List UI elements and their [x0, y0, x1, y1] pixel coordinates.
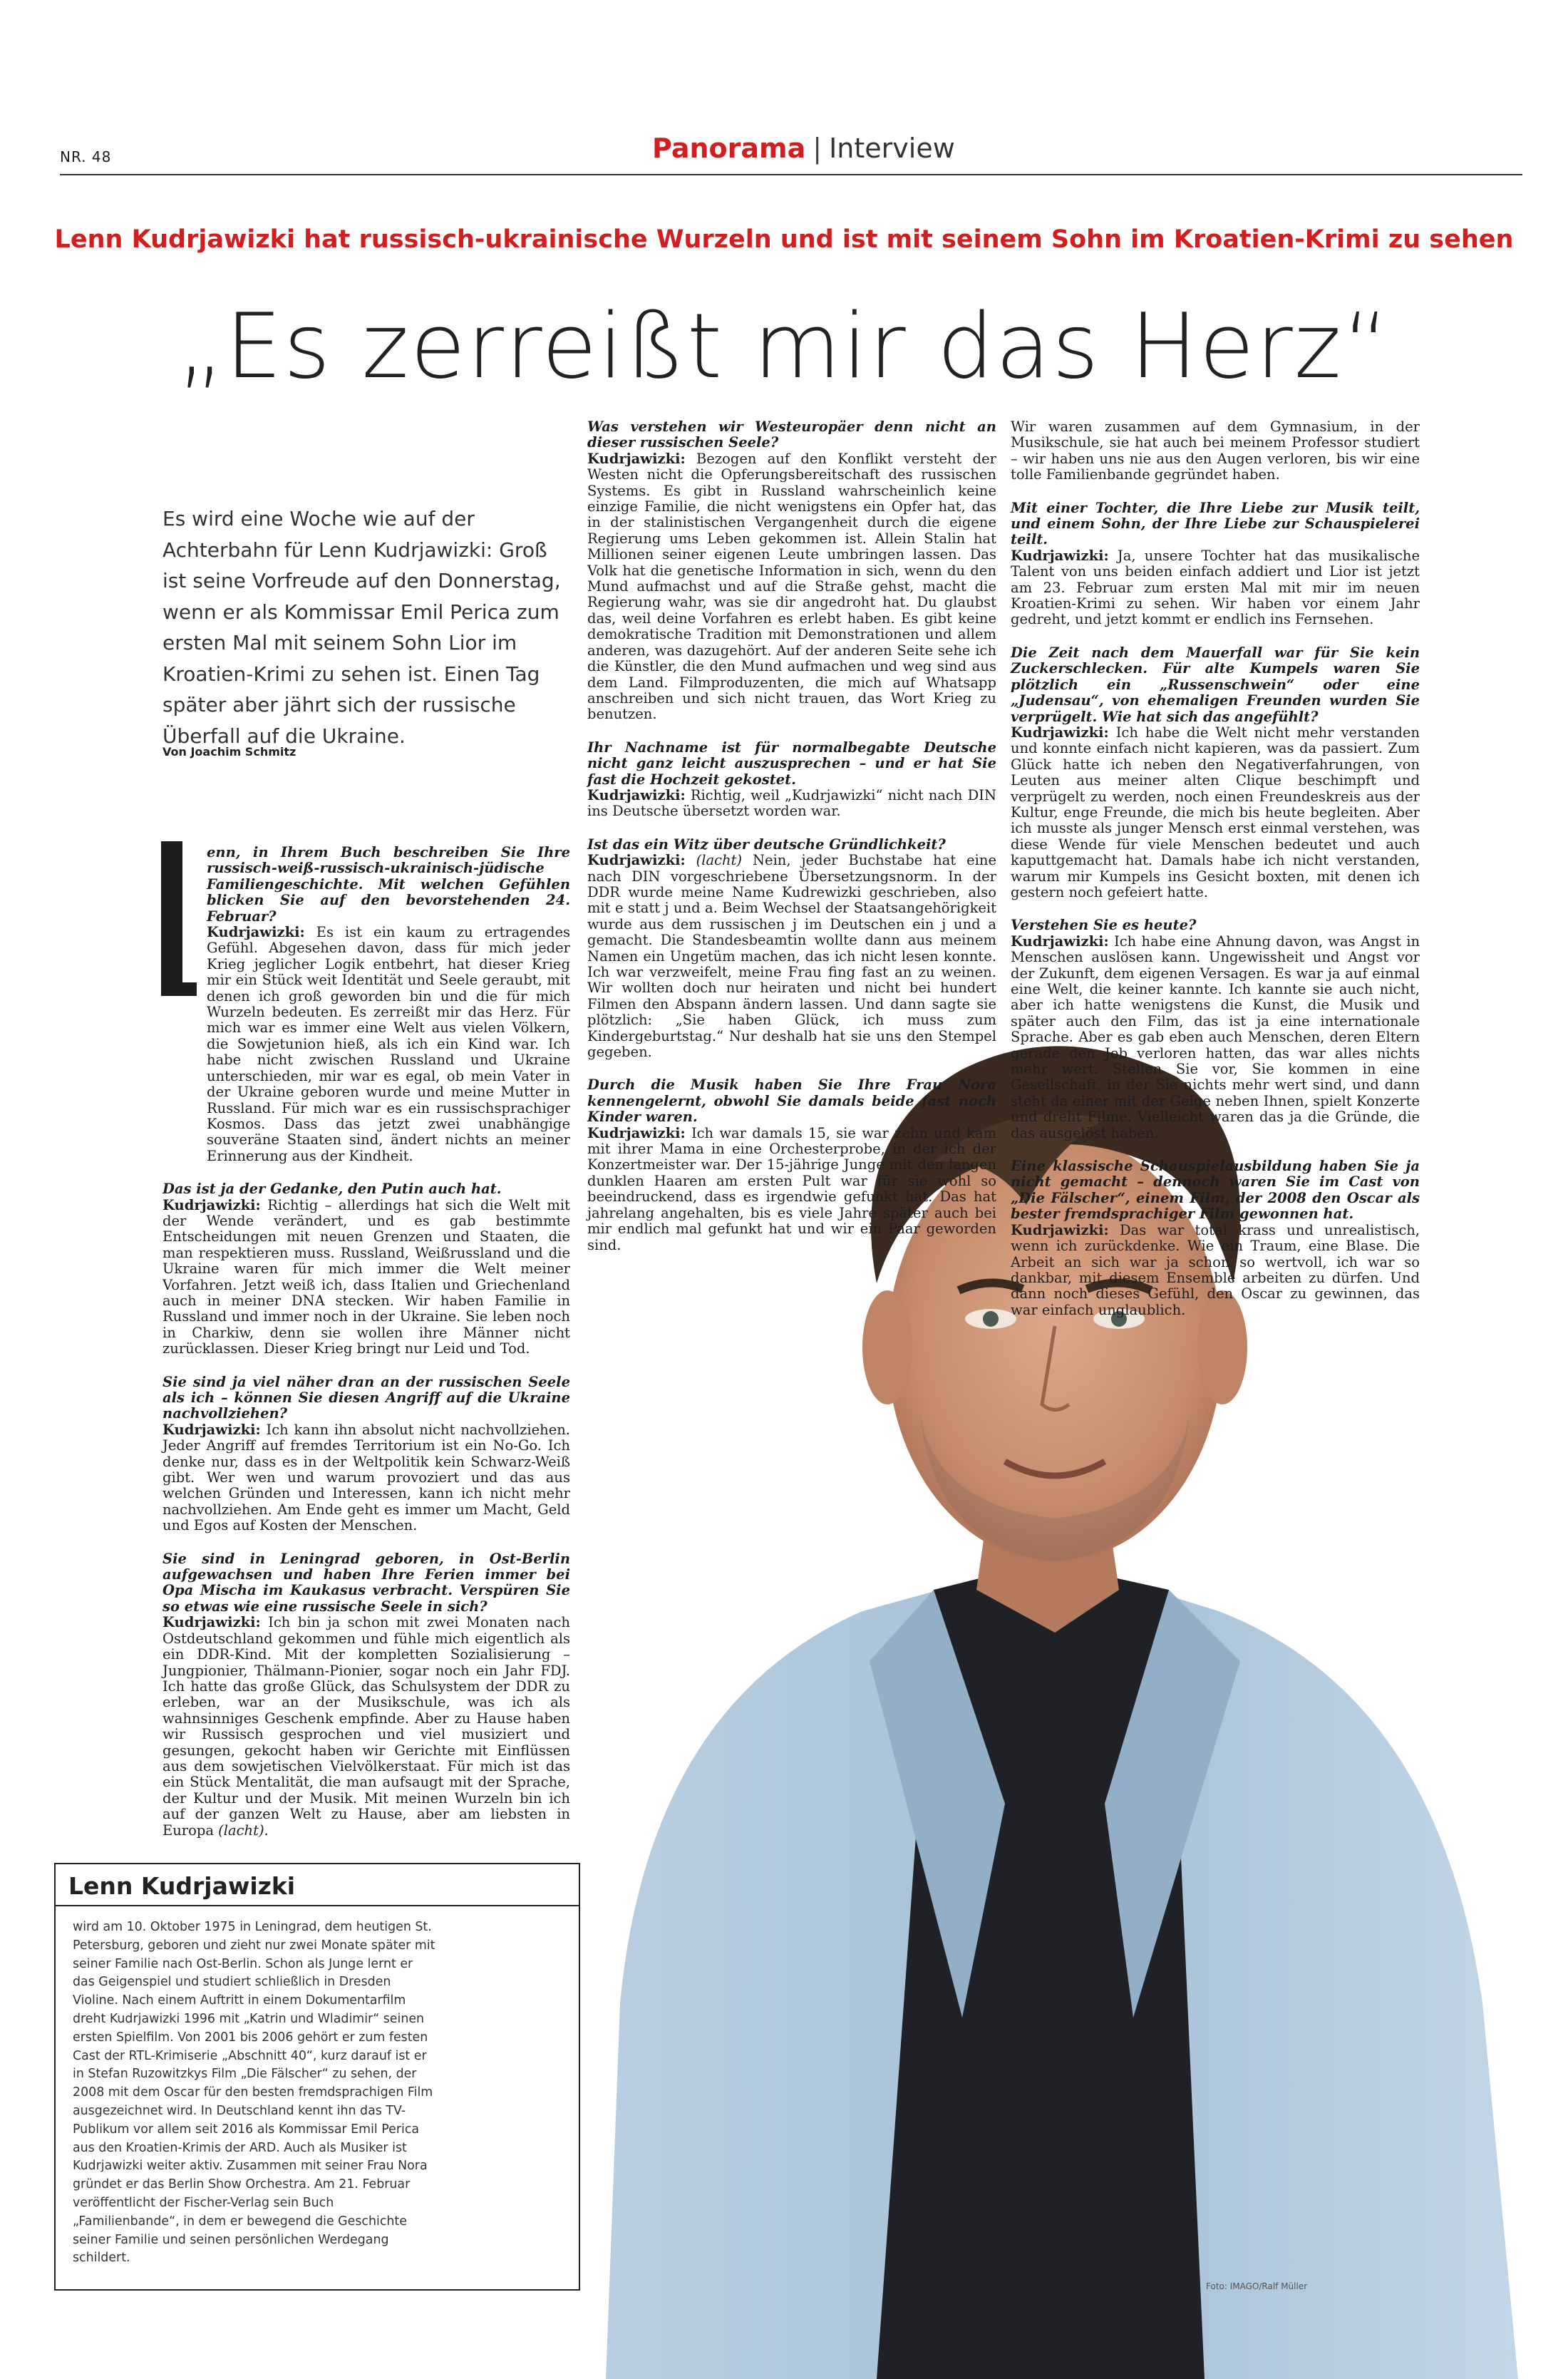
article-column-1 [163, 845, 570, 1839]
question: Eine klassische Schauspielausbildung haben Sie ja nicht gemacht – dennoch waren Sie im Cast von „Die Fälscher“, einem Film, der 2008 den Oscar als bester fremdsprachiger Film gewonnen hat. [1011, 1158, 1420, 1223]
answer-text: Ich kann ihn absolut nicht nachvollziehen. Jeder Angriff auf fremdes Territorium ist ein No-Go. Ich denke nur, dass es in der Weltpolitik kein Schwarz-Weiß gibt. Wer wen und warum provoziert und das aus welchen Gründen und Interessen, kann ich nicht mehr nachvollziehen. Am Ende geht es immer um Macht, Geld und Egos auf Kosten der Menschen. [163, 1421, 570, 1534]
article-column-3 [1011, 419, 1420, 1318]
answer-text: Richtig – allerdings hat sich die Welt mit der Wende verändert, und es gab bestimmte Entscheidungen mit neuen Grenzen und Staaten, die man respektieren muss. Russland, Weißrussland und die Ukraine waren für mich immer die Welt meiner Vorfahren. Jetzt weiß ich, dass Italien und Griechenland auch in meiner DNA stecken. Wir haben Familie in Russland und immer noch in der Ukraine. Sie leben noch in Charkiw, denn sie wollen ihre Männer nicht zurücklassen. Dieser Krieg bringt nur Leid und Tod. [163, 1196, 570, 1357]
answer-text: Ich habe die Welt nicht mehr verstanden und konnte einfach nicht kapieren, was da passiert. Zum Glück hatte ich neben den Negativerfahrungen, von Leuten aus meiner alten Clique beschimpft und verprügelt zu werden, noch einen Freundeskreis aus der Kultur, enge Freunde, die mich bis heute begleiten. Aber ich musste als junger Mensch erst einmal verstehen, was diese Wende für viele Menschen bedeutet und auch kaputtgemacht hat. Damals habe ich nicht verstanden, warum mir Kumpels ins Gesicht boxten, mit denen ich gestern noch gefeiert hatte. [1011, 724, 1420, 900]
speaker-label: Kudrjawizki: [1011, 547, 1109, 564]
question: Das ist ja der Gedanke, den Putin auch hat. [163, 1181, 502, 1198]
question: Mit einer Tochter, die Ihre Liebe zur Musik teilt, und einem Sohn, der Ihre Liebe zur Schauspielerei teilt. [1011, 499, 1420, 548]
issue-number: NR. 48 [60, 148, 112, 165]
header-rule [60, 174, 1522, 175]
speaker-label: Kudrjawizki: [163, 1421, 261, 1438]
question: Was verstehen wir Westeuropäer denn nicht an dieser russischen Seele? [587, 418, 996, 451]
speaker-label: Kudrjawizki: [587, 852, 686, 869]
answer [207, 925, 570, 1164]
answer-end: (lacht). [213, 1821, 269, 1839]
section-header [652, 133, 955, 164]
answer [1011, 934, 1420, 1141]
answer: Wir waren zusammen auf dem Gymnasium, in der Musikschule, sie hat auch bei meinem Professor studiert – wir haben uns nie aus den Augen verloren, bis wir eine tolle Familienbande gegründet haben. [1011, 418, 1420, 483]
answer [163, 1198, 570, 1357]
answer-text: Es ist ein kaum zu ertragendes Gefühl. Abgesehen davon, dass für mich jeder Krieg jeglicher Logik entbehrt, hat dieser Krieg mir ein Stück weit Identität und Seele geraubt, mit denen ich groß geworden bin und die für mich Wurzeln bedeuten. Es zerreißt mir das Herz. Für mich war es immer eine Welt aus vielen Völkern, die Sowjetunion hieß, als ich ein Kind war. Ich habe nicht zwischen Russland und Ukraine unterschieden, mir war es egal, ob mein Vater in der Ukraine geboren wurde und meine Mutter in Russland. Für mich war es ein russischsprachiger Kosmos. Dass das jetzt zwei unabhängige souveräne Staaten sind, ändert nichts an meiner Erinnerung aus der Kindheit. [207, 924, 570, 1164]
answer-text: Ich war damals 15, sie war zehn und kam mit ihrer Mama in eine Orchesterprobe, in der ich der Konzertmeister war. Der 15-jährige Junge mit den langen dunklen Haaren am ersten Pult war für sie wohl so beeindruckend, dass es irgendwie gefunkt hat. Das hat jahrelang angehalten, bis es viele Jahre später auch bei mir endlich mal gefunkt hat und wir ein Paar geworden sind. [587, 1124, 997, 1253]
answer [1011, 548, 1420, 628]
info-box-rule [54, 1905, 580, 1906]
answer-text: Nein, jeder Buchstabe hat eine nach DIN vorgeschriebene Übersetzungsnorm. In der DDR wurde meine Name Kudrewizki geschrieben, also mit e statt j und a. Beim Wechsel der Staatsangehörigkeit wurde aus dem russischen j im Deutschen ein j und a gemacht. Die Standesbeamtin wollte dann aus meinem Namen ein Ungetüm machen, das ich nicht lesen konnte. Ich war verzweifelt, meine Frau fing fast an zu weinen. Wir wollten doch nur heiraten und nicht bei hundert Filmen den Abspann ändern lassen. Und dann sagte sie plötzlich: „Sie haben Glück, ich muss zum Kindergeburtstag.“ Nur deshalb hat sie uns den Stempel gegeben. [587, 852, 996, 1061]
question: Die Zeit nach dem Mauerfall war für Sie kein Zuckerschlecken. Für alte Kumpels waren Sie plötzlich ein „Russenschwein“ oder eine „Judensau“, von ehemaligen Freunden wurden Sie verprügelt. Wie hat sich das angefühlt? [1011, 644, 1420, 725]
answer [163, 1615, 570, 1839]
section-separator: | [813, 133, 822, 164]
answer-text: Ich habe eine Ahnung davon, was Angst in Menschen auslösen kann. Ungewissheit und Angst vor der Zukunft, dem eigenen Versagen. Es war ja auf einmal eine Welt, die keiner kannte. Ich kannte sie auch nicht, aber ich hatte wenigstens die Kunst, die Musik und später auch den Film, das ist ja eine internationale Sprache. Aber es gab eben auch Menschen, deren Eltern gerade den Job verloren hatten, das war alles nichts mehr wert. Stellen Sie vor, Sie kommen in eine Gesellschaft, in der Sie nichts mehr wert sind, und dann steht da einer mit der Geige neben Ihnen, spielt Konzerte und dreht Filme. Vielleicht waren das ja die Gründe, die das ausgelöst haben. [1011, 932, 1420, 1141]
answer [1011, 725, 1420, 900]
answer-text: Richtig, weil „Kudrjawizki“ nicht nach DIN ins Deutsche übersetzt worden war. [587, 786, 997, 820]
answer [587, 451, 996, 723]
answer-aside: (lacht) [696, 852, 743, 869]
question: Ihr Nachname ist für normalbegabte Deutsche nicht ganz leicht auszusprechen – und er hat Sie fast die Hochzeit gekostet. [587, 739, 996, 788]
answer [163, 1422, 570, 1534]
answer [587, 853, 996, 1060]
question: Sie sind in Leningrad geboren, in Ost-Berlin aufgewachsen und haben Ihre Ferien immer bei Opa Mischa im Kaukasus verbracht. Verspüren Sie so etwas wie eine russische Seele in sich? [163, 1550, 570, 1615]
speaker-label: Kudrjawizki: [587, 786, 686, 803]
answer-text: Ja, unsere Tochter hat das musikalische Talent von uns beiden einfach addiert und Lior ist jetzt am 23. Februar zum ersten Mal mit mir im neuen Kroatien-Krimi zu sehen. Wir haben vor einem Jahr gedreht, und jetzt kommt er endlich ins Fernsehen. [1011, 547, 1420, 628]
teaser: Es wird eine Woche wie auf der Achterbahn für Lenn Kudrjawizki: Groß ist seine Vorfreude auf den Donnerstag, wenn er als Kommissar Emil Perica zum ersten Mal mit seinem Sohn Lior im Kroatien-Krimi zu sehen ist. Einen Tag später aber jährt sich der russische Überfall auf die Ukraine. [163, 507, 561, 748]
speaker-label: Kudrjawizki: [163, 1614, 261, 1631]
answer [587, 1126, 996, 1253]
question: enn, in Ihrem Buch beschreiben Sie Ihre russisch-weiß-russisch-ukrainisch-jüdische Familiengeschichte. Mit welchen Gefühlen blicken Sie auf den bevorstehenden 24. Februar? [207, 844, 570, 925]
answer [587, 788, 996, 820]
speaker-label: Kudrjawizki: [163, 1196, 261, 1213]
question: Ist das ein Witz über deutsche Gründlichkeit? [587, 836, 946, 853]
headline: „Es zerreißt mir das Herz“ [177, 294, 1391, 399]
speaker-label: Kudrjawizki: [587, 450, 686, 467]
question: Verstehen Sie es heute? [1011, 917, 1197, 934]
speaker-label: Kudrjawizki: [1011, 724, 1109, 741]
photo-credit: Foto: IMAGO/Ralf Müller [1206, 2281, 1308, 2291]
article-column-2 [587, 419, 996, 1253]
question: Sie sind ja viel näher dran an der russischen Seele als ich – können Sie diesen Angriff auf die Ukraine nachvollziehen? [163, 1373, 570, 1422]
section-subtitle: Interview [829, 133, 955, 164]
byline: Von Joachim Schmitz [163, 745, 296, 759]
info-box-text: wird am 10. Oktober 1975 in Leningrad, dem heutigen St. Petersburg, geboren und zieht nur zwei Monate später mit seiner Familie nach Ost-Berlin. Schon als Junge lernt er das Geigenspiel und studiert schließlich in Dresden Violine. Nach einem Auftritt in einem Dokumentarfilm dreht Kudrjawizki 1996 mit „Katrin und Wladimir“ seinen ersten Spielfilm. Von 2001 bis 2006 gehört er zum festen Cast der RTL-Krimiserie „Abschnitt 40“, kurz darauf ist er in Stefan Ruzowitzkys Film „Die Fälscher“ zu sehen, der 2008 mit dem Oscar für den besten fremdsprachigen Film ausgezeichnet wird. In Deutschland kennt ihn das TV-Publikum vor allem seit 2016 als Kommissar Emil Perica aus den Kroatien-Krimis der ARD. Auch als Musiker ist Kudrjawizki weiter aktiv. Zusammen mit seiner Frau Nora gründet er das Berlin Show Orchestra. Am 21. Februar veröffentlicht der Fischer-Verlag sein Buch „Familienbande“, in dem er bewegend die Geschichte seiner Familie und seinen persönlichen Werdegang schildert. [73, 1920, 435, 2266]
kicker: Lenn Kudrjawizki hat russisch-ukrainische Wurzeln und ist mit seinem Sohn im Kroatien-Krimi zu sehen [54, 225, 1514, 254]
speaker-label: Kudrjawizki: [207, 924, 305, 941]
answer [1011, 1223, 1420, 1318]
answer-text: Ich bin ja schon mit zwei Monaten nach Ostdeutschland gekommen und fühle mich eigentlich als ein DDR-Kind. Mit der kompletten Sozialisierung – Jungpionier, Thälmann-Pionier, sogar noch ein Jahr FDJ. Ich hatte das große Glück, das Schulsystem der DDR zu erleben, war an der Musikschule, was ich als wahnsinniges Geschenk empfinde. Aber zu Hause haben wir Russisch gesprochen und viel musiziert und gesungen, gekocht haben wir Gerichte mit Einflüssen aus dem sowjetischen Vielvölkerstaat. Für mich ist das ein Stück Mentalität, die man aufsaugt mit der Sprache, der Kultur und der Musik. Mit meinen Wurzeln bin ich auf der ganzen Welt zu Hause, aber am liebsten in Europa [163, 1614, 570, 1839]
speaker-label: Kudrjawizki: [587, 1124, 686, 1141]
section-title: Panorama [652, 133, 806, 164]
speaker-label: Kudrjawizki: [1011, 932, 1109, 950]
answer-text: Das war total krass und unrealistisch, wenn ich zurückdenke. Wie ein Traum, eine Blase. Die Arbeit an sich war ja schon so wertvoll, ich war so dankbar, mit diesem Ensemble arbeiten zu dürfen. Und dann noch dieses Gefühl, den Oscar zu gewinnen, das war einfach unglaublich. [1011, 1221, 1420, 1318]
speaker-label: Kudrjawizki: [1011, 1221, 1109, 1238]
info-box-title: Lenn Kudrjawizki [68, 1872, 296, 1900]
answer-text: Bezogen auf den Konflikt versteht der Westen nicht die Opferungsbereitschaft des russischen Systems. Es gibt in Russland wahrscheinlich keine einzige Familie, die nicht wenigstens ein Opfer hat, das in der stalinistischen Vergangenheit durch die eigene Regierung ums Leben gekommen ist. Allein Stalin hat Millionen seiner eigenen Leute umbringen lassen. Das Volk hat die genetische Information in sich, wenn du den Mund aufmachst und auf die Straße gehst, macht die Regierung wahr, was sie dir angedroht hat. Du glaubst das, weil deine Vorfahren es erlebt haben. Es gibt keine demokratische Tradition mit Demonstrationen und allem anderen, was dazugehört. Auf der anderen Seite sehe ich die Künstler, die den Mund aufmachen und weg sind aus dem Land. Filmproduzenten, die mich auf Whatsapp anschreiben und sich nicht trauen, das Wort Krieg zu benutzen. [587, 450, 996, 723]
question: Durch die Musik haben Sie Ihre Frau Nora kennengelernt, obwohl Sie damals beide fast noch Kinder waren. [587, 1077, 996, 1126]
